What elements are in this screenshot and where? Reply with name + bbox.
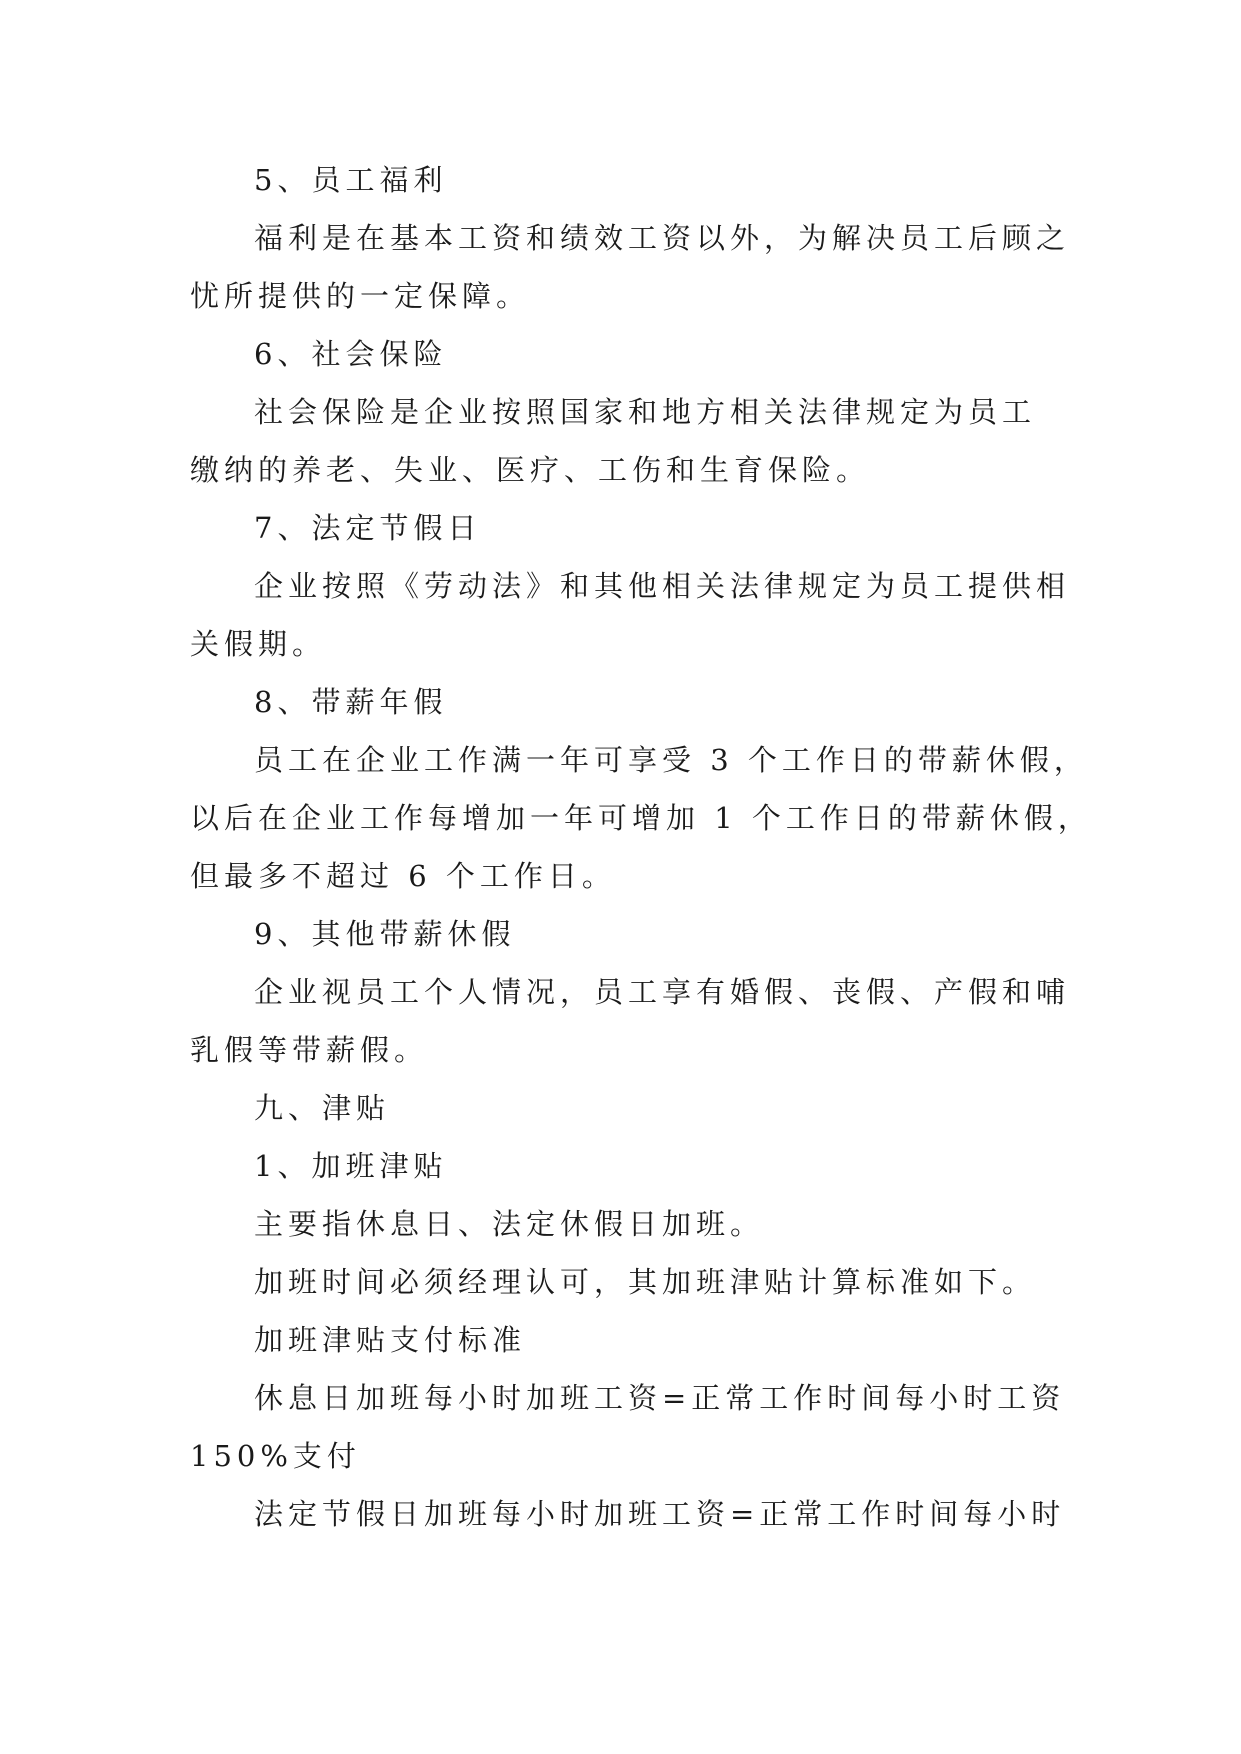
paragraph-line: 缴纳的养老、失业、医疗、工伤和生育保险。: [190, 453, 871, 487]
paragraph-line: 法定节假日加班每小时加班工资=正常工作时间每小时: [254, 1497, 1066, 1531]
paragraph-line: 加班时间必须经理认可，其加班津贴计算标准如下。: [254, 1265, 1037, 1299]
heading-allowances: 九、津贴: [254, 1091, 391, 1125]
paragraph-line: 福利是在基本工资和绩效工资以外，为解决员工后顾之: [254, 221, 1071, 255]
heading-overtime-allowance: 1、加班津贴: [254, 1149, 448, 1183]
paragraph-line: 休息日加班每小时加班工资=正常工作时间每小时工资: [254, 1381, 1066, 1415]
heading-paid-annual-leave: 8、带薪年假: [254, 685, 448, 719]
paragraph-line: 企业按照《劳动法》和其他相关法律规定为员工提供相: [254, 569, 1071, 603]
paragraph-line: 员工在企业工作满一年可享受 3 个工作日的带薪休假，: [254, 743, 1088, 777]
paragraph-line: 主要指休息日、法定休假日加班。: [254, 1207, 765, 1241]
paragraph-line: 150%支付: [190, 1439, 361, 1473]
heading-statutory-holidays: 7、法定节假日: [254, 511, 482, 545]
paragraph-line: 关假期。: [190, 627, 327, 661]
heading-other-paid-leave: 9、其他带薪休假: [254, 917, 516, 951]
heading-social-insurance: 6、社会保险: [254, 337, 448, 371]
paragraph-line: 以后在企业工作每增加一年可增加 1 个工作日的带薪休假，: [190, 801, 1092, 835]
paragraph-line: 忧所提供的一定保障。: [190, 279, 531, 313]
paragraph-line: 加班津贴支付标准: [254, 1323, 527, 1357]
paragraph-line: 乳假等带薪假。: [190, 1033, 429, 1067]
paragraph-line: 社会保险是企业按照国家和地方相关法律规定为员工: [254, 395, 1037, 429]
paragraph-line: 但最多不超过 6 个工作日。: [190, 859, 616, 893]
heading-employee-welfare: 5、员工福利: [254, 163, 448, 197]
paragraph-line: 企业视员工个人情况，员工享有婚假、丧假、产假和哺: [254, 975, 1071, 1009]
